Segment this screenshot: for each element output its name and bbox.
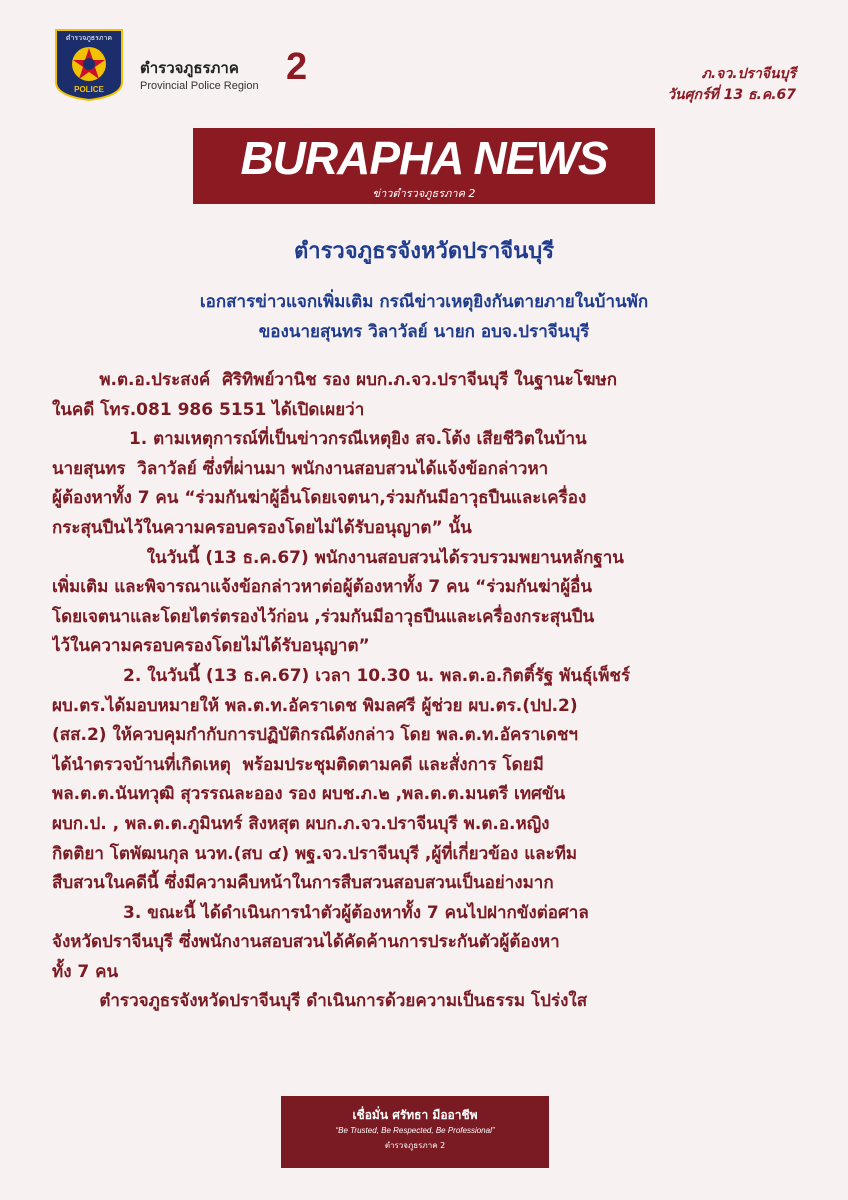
body-line: ในคดี โทร.081 986 5151 ได้เปิดเผยว่า [52,399,365,420]
news-banner [193,128,655,204]
banner-title: BURAPHA NEWS [240,132,608,184]
body-line: 2. ในวันนี้ (13 ธ.ค.67) เวลา 10.30 น. พล.ต.อ.กิตติ์รัฐ พันธุ์เพ็ชร์ [52,665,631,686]
page-header [0,0,848,110]
police-badge-icon [52,26,126,102]
body-line: กิตติยา โตพัฒนกุล นวท.(สบ ๔) พฐ.จว.ปราจีนบุรี ,ผู้ที่เกี่ยวข้อง และทีม [52,843,578,864]
motto-organization: ตำรวจภูธรภาค 2 [384,1141,446,1150]
province-date-block [667,64,796,106]
body-line: เพิ่มเติม และพิจารณาแจ้งข้อกล่าวหาต่อผู้ต้องหาทั้ง 7 คน “ร่วมกันฆ่าผู้อื่น [52,577,592,598]
body-line: นายสุนทร วิลาวัลย์ ซึ่งที่ผ่านมา พนักงานสอบสวนได้แจ้งข้อกล่าวหา [52,458,549,479]
body-line: ผบ.ตร.ได้มอบหมายให้ พล.ต.ท.อัคราเดช พิมลศรี ผู้ช่วย ผบ.ตร.(ปป.2) [52,695,578,716]
subtitle-line: เอกสารข่าวแจกเพิ่มเติม กรณีข่าวเหตุยิงกันตายภายในบ้านพัก [199,292,649,312]
region-thai-name: ตำรวจภูธรภาค [140,59,239,77]
body-line: ทั้ง 7 คน [52,961,119,982]
body-line: ได้นำตรวจบ้านที่เกิดเหตุ พร้อมประชุมติดตามคดี และสั่งการ โดยมี [52,754,544,775]
body-line: พ.ต.อ.ประสงค์ ศิริทิพย์วานิช รอง ผบก.ภ.จว.ปราจีนบุรี ในฐานะโฆษก [52,370,618,390]
body-line: จังหวัดปราจีนบุรี ซึ่งพนักงานสอบสวนได้คัดค้านการประกันตัวผู้ต้องหา [52,932,560,953]
body-line: สืบสวนในคดีนี้ ซึ่งมีความคืบหน้าในการสืบสวนสอบสวนเป็นอย่างมาก [52,873,554,894]
badge-label: POLICE [74,85,104,94]
motto-thai: เชื่อมั่น ศรัทธา มืออาชีพ [352,1108,478,1122]
body-line: (สส.2) ให้ควบคุมกำกับการปฏิบัติกรณีดังกล่าว โดย พล.ต.ท.อัคราเดชฯ [52,725,578,746]
press-release-body [52,366,812,1017]
body-line: กระสุนปืนไว้ในความครอบครองโดยไม่ได้รับอนุญาต” นั้น [52,517,472,538]
body-line: ผบก.ป. , พล.ต.ต.ภูมินทร์ สิงหสุต ผบก.ภ.จว.ปราจีนบุรี พ.ต.อ.หญิง [52,813,550,834]
badge-arc-text: ตำรวจภูธรภาค [65,34,113,42]
document-title: ตำรวจภูธรจังหวัดปราจีนบุรี [293,239,555,264]
body-line: ผู้ต้องหาทั้ง 7 คน “ร่วมกันฆ่าผู้อื่นโดยเจตนา,ร่วมกันมีอาวุธปืนและเครื่อง [52,488,587,509]
issue-date: วันศุกร์ที่ 13 ธ.ค.67 [667,87,796,103]
body-line: 3. ขณะนี้ ได้ดำเนินการนำตัวผู้ต้องหาทั้ง 7 คนไปฝากขังต่อศาล [52,902,589,923]
body-line: 1. ตามเหตุการณ์ที่เป็นข่าวกรณีเหตุยิง สจ.โต้ง เสียชีวิตในบ้าน [52,429,587,450]
province-name: ภ.จว.ปราจีนบุรี [701,66,796,82]
body-line: ตำรวจภูธรจังหวัดปราจีนบุรี ดำเนินการด้วยความเป็นธรรม โปร่งใส [52,991,588,1012]
banner-subtitle: ข่าวตำรวจภูธรภาค 2 [372,187,476,200]
body-line: พล.ต.ต.นันทวุฒิ สุวรรณละออง รอง ผบช.ภ.๒ ,พล.ต.ต.มนตรี เทศขัน [52,784,566,805]
document-subtitle [0,287,848,347]
motto-english: “Be Trusted, Be Respected, Be Professional” [335,1126,495,1135]
subtitle-line: ของนายสุนทร วิลาวัลย์ นายก อบจ.ปราจีนบุรี [258,322,590,342]
body-line: ไว้ในความครอบครองโดยไม่ได้รับอนุญาต” [52,636,370,657]
body-line: โดยเจตนาและโดยไตร่ตรองไว้ก่อน ,ร่วมกันมีอาวุธปืนและเครื่องกระสุนปืน [52,606,595,627]
region-english-name: Provincial Police Region [140,80,259,92]
body-line: ในวันนี้ (13 ธ.ค.67) พนักงานสอบสวนได้รวบรวมพยานหลักฐาน [52,547,624,568]
region-number: 2 [286,46,308,88]
motto-footer [281,1096,549,1168]
